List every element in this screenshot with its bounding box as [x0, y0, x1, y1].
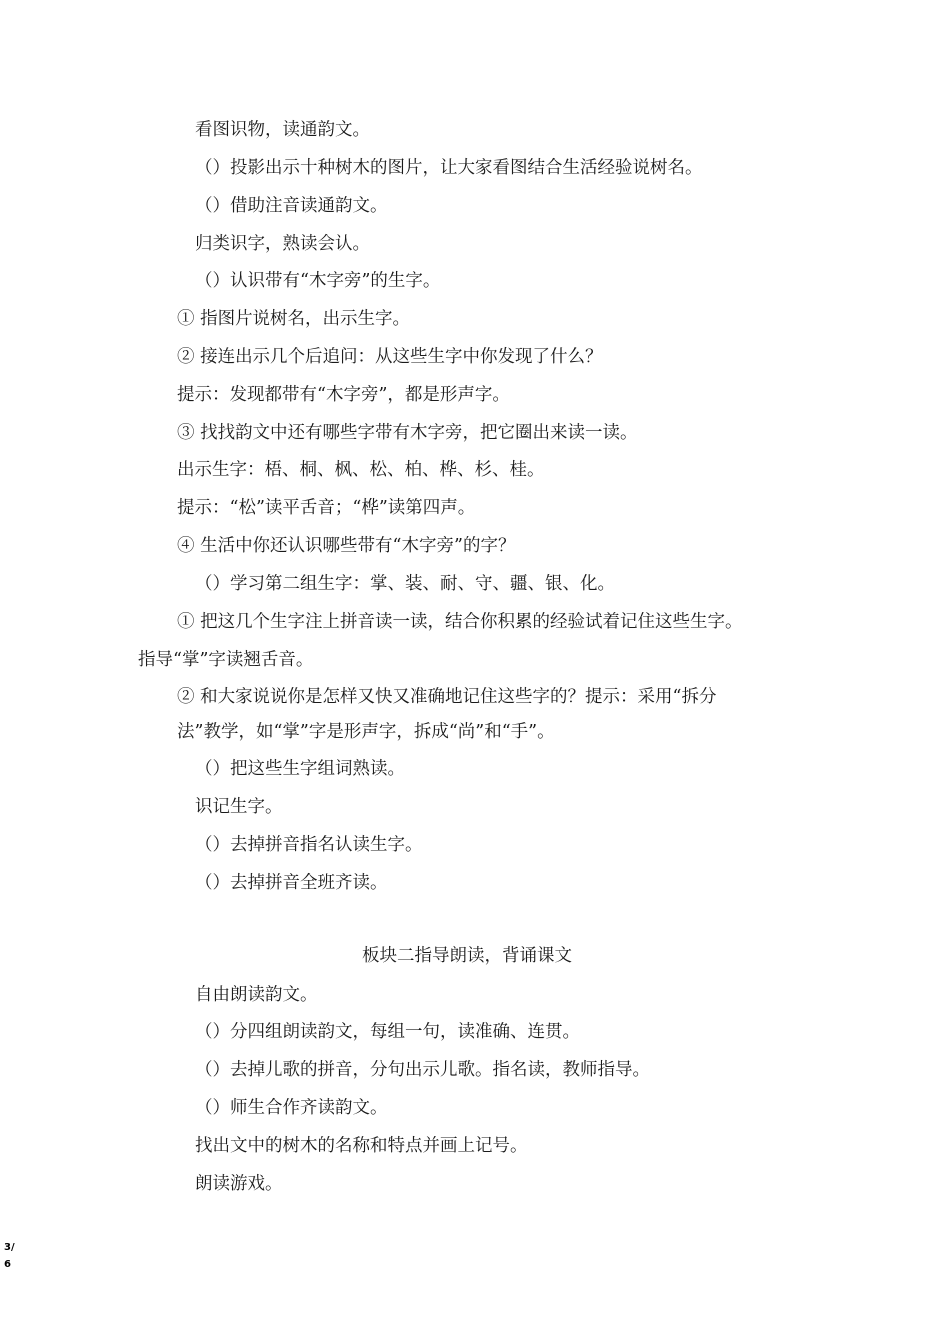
paragraph-line: 看图识物，读通韵文。 — [195, 120, 370, 140]
paragraph-line: （）认识带有“木字旁”的生字。 — [195, 271, 441, 291]
paragraph-line: ④ 生活中你还认识哪些带有“木字旁”的字？ — [177, 536, 516, 556]
page-number-bottom: 6 — [4, 1259, 11, 1270]
paragraph-line: 指导“掌”字读翘舌音。 — [138, 650, 314, 670]
paragraph-line: 识记生字。 — [195, 797, 283, 817]
paragraph-line: ① 把这几个生字注上拼音读一读，结合你积累的经验试着记住这些生字。 — [177, 612, 743, 632]
paragraph-line: ② 和大家说说你是怎样又快又准确地记住这些字的？提示：采用“拆分 — [177, 687, 717, 707]
paragraph-line: （）去掉儿歌的拼音，分句出示儿歌。指名读，教师指导。 — [195, 1060, 650, 1080]
section-heading: 板块二指导朗读，背诵课文 — [362, 946, 572, 966]
paragraph-line: 出示生字：梧、桐、枫、松、柏、桦、杉、桂。 — [177, 460, 545, 480]
paragraph-line: 朗读游戏。 — [195, 1174, 283, 1194]
paragraph-line: （）去掉拼音指名认读生字。 — [195, 835, 423, 855]
paragraph-line: 找出文中的树木的名称和特点并画上记号。 — [195, 1136, 528, 1156]
paragraph-line: ③ 找找韵文中还有哪些字带有木字旁，把它圈出来读一读。 — [177, 423, 638, 443]
paragraph-line: 归类识字，熟读会认。 — [195, 234, 370, 254]
paragraph-line: （）借助注音读通韵文。 — [195, 196, 388, 216]
paragraph-line: （）投影出示十种树木的图片，让大家看图结合生活经验说树名。 — [195, 158, 703, 178]
paragraph-line: （）去掉拼音全班齐读。 — [195, 873, 388, 893]
paragraph-line: 法”教学，如“掌”字是形声字，拆成“尚”和“手”。 — [177, 722, 555, 742]
paragraph-line: （）把这些生字组词熟读。 — [195, 759, 405, 779]
paragraph-line: ② 接连出示几个后追问：从这些生字中你发现了什么？ — [177, 347, 603, 367]
paragraph-line: 提示：发现都带有“木字旁”，都是形声字。 — [177, 385, 510, 405]
paragraph-line: （）师生合作齐读韵文。 — [195, 1098, 388, 1118]
paragraph-line: （）学习第二组生字：掌、装、耐、守、疆、银、化。 — [195, 574, 615, 594]
paragraph-line: 提示：“松”读平舌音；“桦”读第四声。 — [177, 498, 476, 518]
paragraph-line: ① 指图片说树名，出示生字。 — [177, 309, 411, 329]
paragraph-line: （）分四组朗读韵文，每组一句，读准确、连贯。 — [195, 1022, 580, 1042]
paragraph-line: 自由朗读韵文。 — [195, 985, 318, 1005]
page-number-top: 3/ — [4, 1242, 15, 1253]
